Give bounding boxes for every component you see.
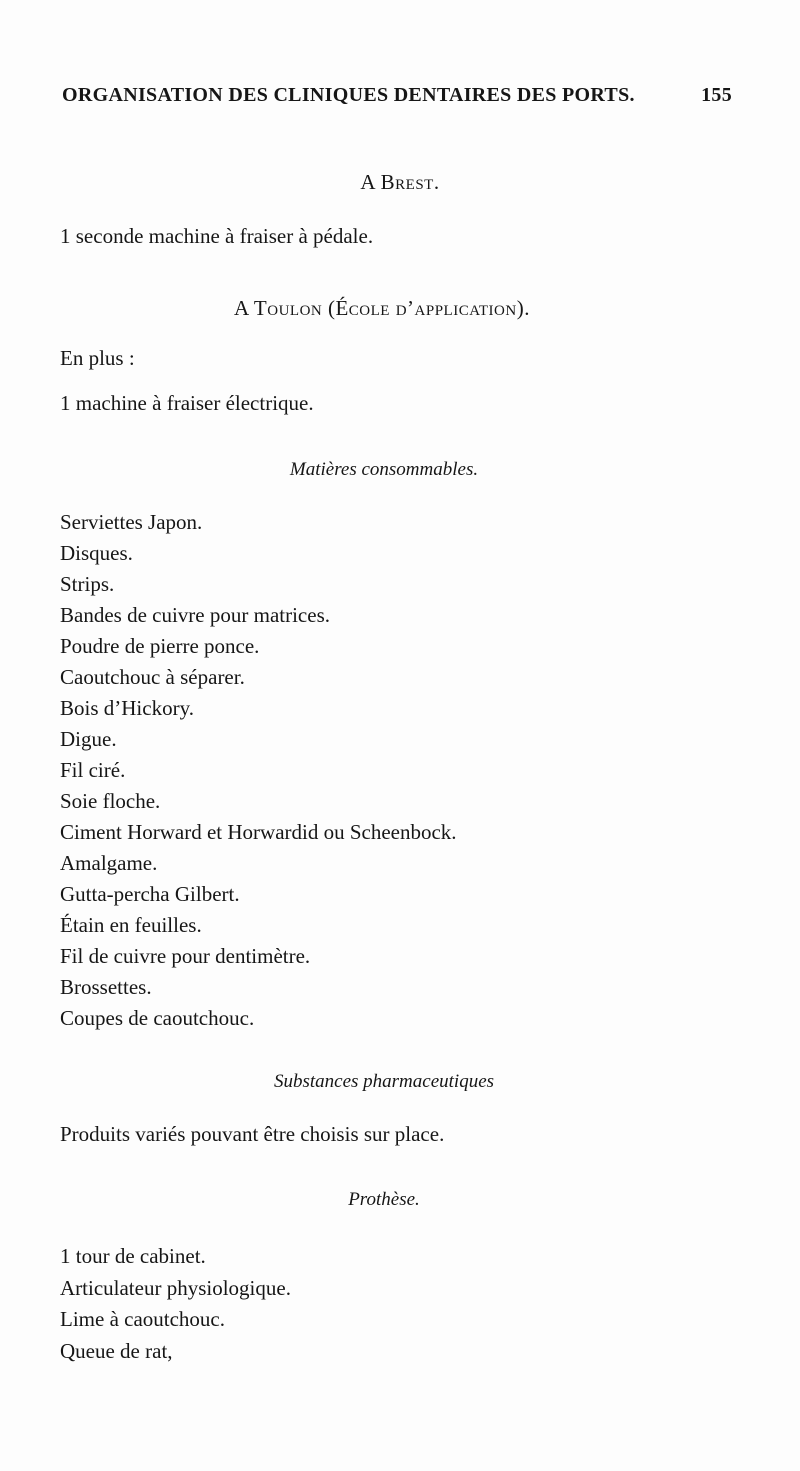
page-number: 155 (701, 84, 732, 106)
section-heading-toulon: A Toulon (École d’application). (234, 296, 530, 320)
toulon-item: 1 machine à fraiser électrique. (60, 391, 314, 415)
section-heading-matieres: Matières consommables. (289, 459, 479, 480)
list-item: Bois d’Hickory. (60, 696, 194, 720)
section-heading-brest: A Brest. (360, 170, 440, 194)
list-item: Ciment Horward et Horwardid ou Scheenbock. (60, 820, 457, 844)
list-item: Brossettes. (60, 975, 152, 999)
list-item: Digue. (60, 727, 117, 751)
list-item: Strips. (60, 572, 115, 596)
list-item: Étain en feuilles. (60, 913, 202, 937)
running-header (62, 84, 732, 107)
list-item: Queue de rat, (60, 1338, 173, 1363)
list-item: Coupes de caoutchouc. (60, 1006, 255, 1030)
brest-item: 1 seconde machine à fraiser à pédale. (60, 224, 374, 248)
list-item: Bandes de cuivre pour matrices. (60, 603, 330, 627)
list-item: Gutta-percha Gilbert. (60, 882, 240, 906)
list-item: Fil de cuivre pour dentimètre. (60, 944, 311, 968)
list-item: Caoutchouc à séparer. (60, 665, 245, 689)
prothese-list (60, 1241, 291, 1367)
matieres-list (60, 507, 457, 1034)
list-item: Serviettes Japon. (60, 510, 203, 534)
substances-item: Produits variés pouvant être choisis sur place. (60, 1122, 445, 1146)
list-item: Amalgame. (60, 851, 158, 875)
list-item: Soie floche. (60, 789, 161, 813)
list-item: Poudre de pierre ponce. (60, 634, 260, 658)
list-item: Lime à caoutchouc. (60, 1307, 226, 1331)
list-item: Disques. (60, 541, 133, 565)
toulon-intro: En plus : (60, 346, 135, 370)
section-heading-substances: Substances pharmaceutiques (273, 1071, 495, 1092)
running-title: ORGANISATION DES CLINIQUES DENTAIRES DES PORTS. (62, 84, 635, 106)
list-item: Articulateur physiologique. (60, 1275, 291, 1300)
list-item: Fil ciré. (60, 758, 126, 782)
section-heading-prothese: Prothèse. (348, 1189, 420, 1210)
list-item: 1 tour de cabinet. (60, 1244, 206, 1268)
